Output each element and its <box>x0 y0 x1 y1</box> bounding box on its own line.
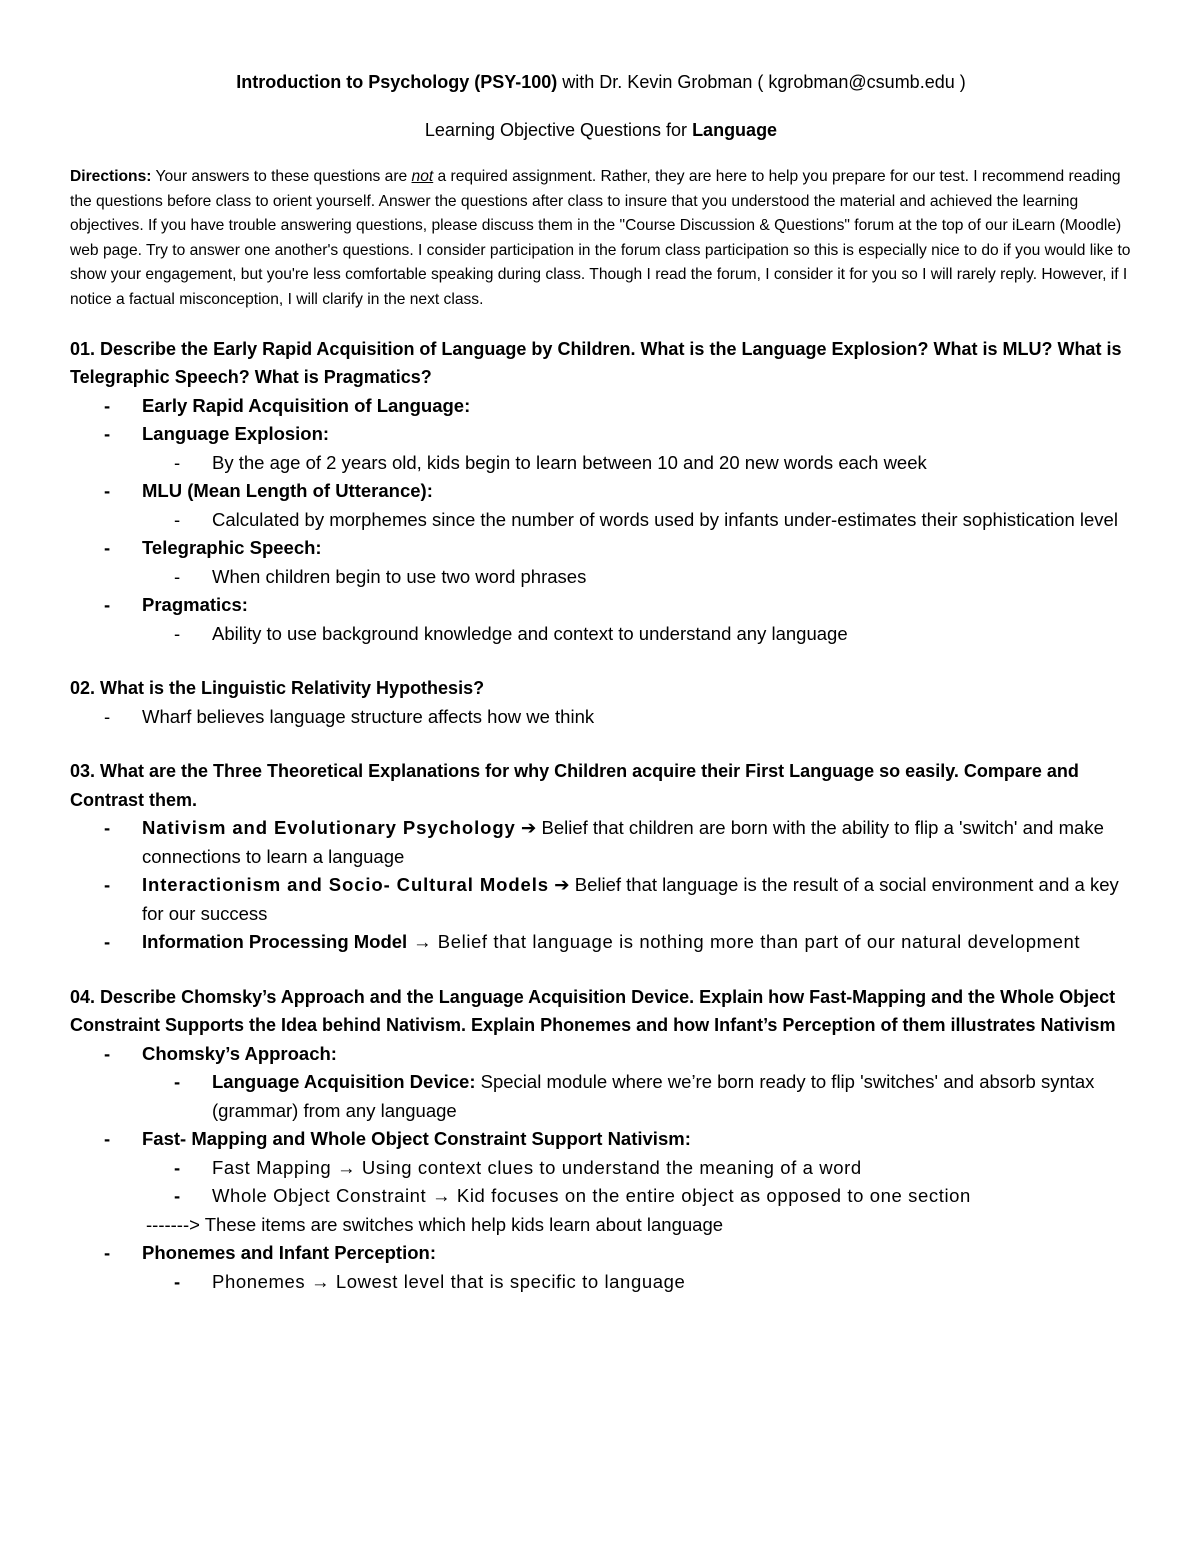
item-text: Special module where we’re born ready to flip 'switches' and absorb syntax (grammar) from any language <box>212 1071 1095 1121</box>
item-term: Nativism and Evolutionary Psychology <box>142 817 516 839</box>
item-text: Phonemes → Lowest level that is specific to language <box>212 1270 686 1292</box>
list-item <box>70 563 1132 592</box>
bullet-dash: - <box>104 1042 111 1064</box>
bullet-dash: - <box>174 1270 181 1292</box>
item-term: Language Acquisition Device: <box>212 1071 476 1093</box>
list-item <box>70 420 1132 449</box>
course-title: Introduction to Psychology (PSY-100) <box>236 72 558 92</box>
bullet-dash: - <box>104 423 111 445</box>
bullet-dash: - <box>104 874 111 896</box>
instructor-line: with Dr. Kevin Grobman ( kgrobman@csumb.edu ) <box>557 72 966 92</box>
directions-paragraph <box>70 165 1132 313</box>
bullet-dash: - <box>174 451 181 473</box>
list-item <box>70 1154 1132 1183</box>
list-item <box>70 392 1132 421</box>
bullet-dash: - <box>104 931 111 953</box>
item-text: When children begin to use two word phrases <box>212 565 587 587</box>
list-item <box>70 703 1132 732</box>
directions-text-1: Your answers to these questions are <box>151 168 412 185</box>
bullet-dash: - <box>104 480 111 502</box>
bullet-dash: - <box>174 508 181 530</box>
list-item <box>70 814 1132 871</box>
list-item <box>70 591 1132 620</box>
item-heading: Language Explosion: <box>142 423 330 445</box>
item-heading: Phonemes and Infant Perception: <box>142 1242 436 1264</box>
list-item <box>70 1182 1132 1211</box>
item-text: Whole Object Constraint → Kid focuses on the entire object as opposed to one section <box>212 1185 971 1207</box>
bullet-dash: - <box>104 594 111 616</box>
item-heading: Pragmatics: <box>142 594 248 616</box>
bullet-dash: - <box>104 394 111 416</box>
directions-label: Directions: <box>70 168 152 185</box>
item-term: Interactionism and Socio- Cultural Models <box>142 874 549 896</box>
list-item <box>70 1125 1132 1154</box>
item-heading: Early Rapid Acquisition of Language: <box>142 394 471 416</box>
list-item <box>70 1239 1132 1268</box>
bullet-dash: - <box>104 705 111 727</box>
directions-text-2: a required assignment. Rather, they are here to help you prepare for our test. I recommend reading the questions before class to orient yourself. Answer the questions after class to insure that you understood the material and achieved the learning objectives. If you have trouble answering questions, please discuss them in the "Course Discussion & Questions" forum at the top of our iLearn (Moodle) web page. Try to answer one another's questions. I consider participation in the forum class participation so this is especially nice to do if you would like to show your engagement, but you're less comfortable speaking during class. Though I read the forum, I consider it for you so I will rarely reply. However, if I notice a factual misconception, I will clarify in the next class. <box>70 168 1131 308</box>
subtitle-prefix: Learning Objective Questions for <box>424 120 693 140</box>
document-header <box>70 72 1132 93</box>
item-heading: Chomsky’s Approach: <box>142 1042 337 1064</box>
item-text: Ability to use background knowledge and context to understand any language <box>212 622 848 644</box>
item-heading: Fast- Mapping and Whole Object Constraint Support Nativism: <box>142 1128 691 1150</box>
bullet-dash: - <box>104 817 111 839</box>
bullet-dash: - <box>104 1242 111 1264</box>
bullet-dash: - <box>174 622 181 644</box>
item-text: → Belief that language is nothing more than part of our natural development <box>407 931 1081 953</box>
document-subtitle <box>70 120 1132 141</box>
item-text: Fast Mapping → Using context clues to understand the meaning of a word <box>212 1156 862 1178</box>
item-text: ➔ Belief that language is the result of a social environment and a key for our success <box>142 874 1119 924</box>
list-item <box>70 620 1132 649</box>
bullet-dash: - <box>104 1128 111 1150</box>
question-02: 02. What is the Linguistic Relativity Hypothesis? <box>70 678 485 699</box>
item-text: Wharf believes language structure affects how we think <box>142 705 595 727</box>
document-page <box>70 70 1132 1296</box>
bullet-dash: - <box>104 537 111 559</box>
item-text: Calculated by morphemes since the number of words used by infants under-estimates their sophistication level <box>212 508 1118 530</box>
item-heading: MLU (Mean Length of Utterance): <box>142 480 433 502</box>
bullet-dash: - <box>174 1156 181 1178</box>
bullet-dash: - <box>174 565 181 587</box>
list-item <box>70 506 1132 535</box>
list-item <box>70 871 1132 928</box>
list-item <box>70 1068 1132 1125</box>
item-term: Information Processing Model <box>142 931 408 953</box>
list-item <box>70 449 1132 478</box>
bullet-dash: - <box>174 1185 181 1207</box>
question-01: 01. Describe the Early Rapid Acquisition of Language by Children. What is the Language Explosion? What is MLU? What is Telegraphic Speech? What is Pragmatics? <box>70 338 1122 388</box>
list-item <box>70 477 1132 506</box>
question-04: 04. Describe Chomsky’s Approach and the Language Acquisition Device. Explain how Fast-Mapping and the Whole Object Constraint Supports the Idea behind Nativism. Explain Phonemes and how Infant’s Perception of them illustrates Nativism <box>70 986 1116 1036</box>
item-text: ➔ Belief that children are born with the ability to flip a 'switch' and make connections to learn a language <box>142 817 1104 867</box>
directions-emphasis: not <box>411 168 434 185</box>
bullet-dash: - <box>174 1071 181 1093</box>
question-03: 03. What are the Three Theoretical Explanations for why Children acquire their First Language so easily. Compare and Contrast them. <box>70 761 1079 810</box>
list-item <box>70 1268 1132 1297</box>
list-item <box>70 1040 1132 1069</box>
subtitle-topic: Language <box>692 120 778 140</box>
item-text: By the age of 2 years old, kids begin to learn between 10 and 20 new words each week <box>212 451 927 473</box>
list-item <box>70 928 1132 957</box>
arrow-note: -------> These items are switches which help kids learn about language <box>146 1213 724 1235</box>
item-heading: Telegraphic Speech: <box>142 537 322 559</box>
list-item <box>70 534 1132 563</box>
